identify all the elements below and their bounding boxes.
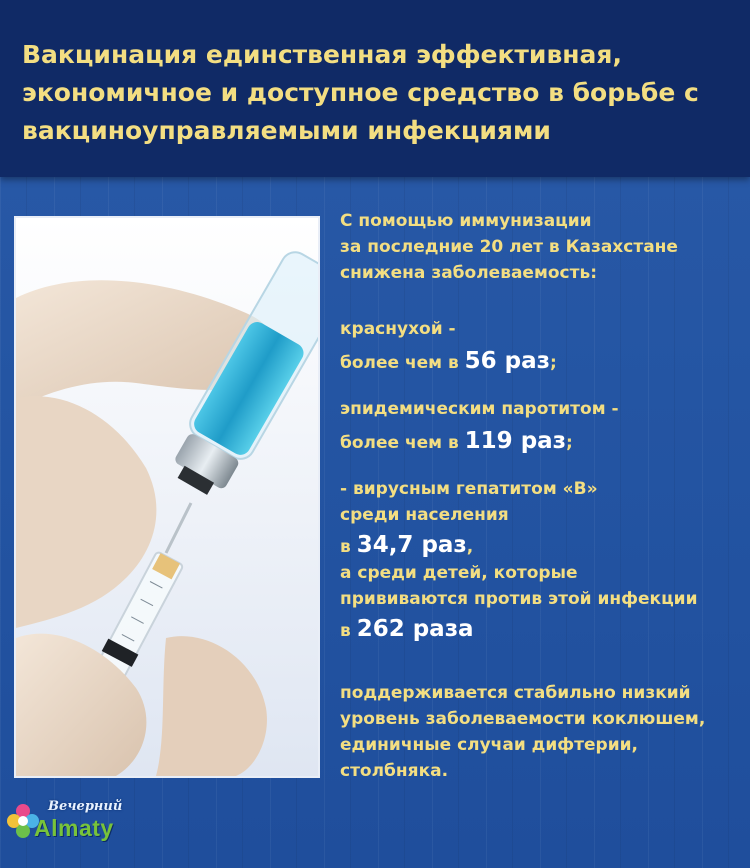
statistics-text [340,208,745,784]
hepatitis-prefix-1: в [340,537,357,557]
mumps-prefix: более чем в [340,433,465,453]
rubella-number: 56 раз [464,348,551,374]
intro-line-3: снижена заболеваемость: [340,263,598,283]
title-band [0,0,750,177]
rubella-label: краснухой - [340,319,456,339]
closing-line-2: уровень заболеваемости коклюшем, [340,709,706,729]
hepatitis-number-2: 262 раза [356,616,474,642]
hepatitis-suffix-1: , [466,537,474,557]
mumps-number: 119 раз [464,428,567,454]
intro-line-2: за последние 20 лет в Казахстане [340,237,678,257]
closing-line-4: столбняка. [340,761,449,781]
page-title: Вакцинация единственная эффективная, экономичное и доступное средство в борьбе с вакциноуправляемыми инфекциями [22,40,699,145]
hepatitis-children-stat [340,616,745,644]
hepatitis-children-1: а среди детей, которые [340,563,578,583]
closing-line-1: поддерживается стабильно низкий [340,683,691,703]
hepatitis-population: среди населения [340,505,509,525]
rubella-stat [340,348,745,376]
vaccine-photo [14,216,320,778]
intro-line-1: С помощью иммунизации [340,211,592,231]
closing-line-3: единичные случаи дифтерии, [340,735,638,755]
vechernii-almaty-logo [6,795,141,847]
hepatitis-number-1: 34,7 раз [356,532,467,558]
logo-top-text: Вечерний [48,799,123,814]
logo-bottom-text: Almaty [34,815,114,841]
hepatitis-label: - вирусным гепатитом «В» [340,479,598,499]
mumps-suffix: ; [566,433,573,453]
hepatitis-population-stat [340,532,745,560]
hepatitis-children-2: прививаются против этой инфекции [340,589,698,609]
mumps-stat [340,428,745,456]
mumps-label: эпидемическим паротитом - [340,399,619,419]
hepatitis-prefix-2: в [340,621,357,641]
rubella-prefix: более чем в [340,353,465,373]
syringe-vial-illustration [16,218,318,776]
rubella-suffix: ; [550,353,557,373]
